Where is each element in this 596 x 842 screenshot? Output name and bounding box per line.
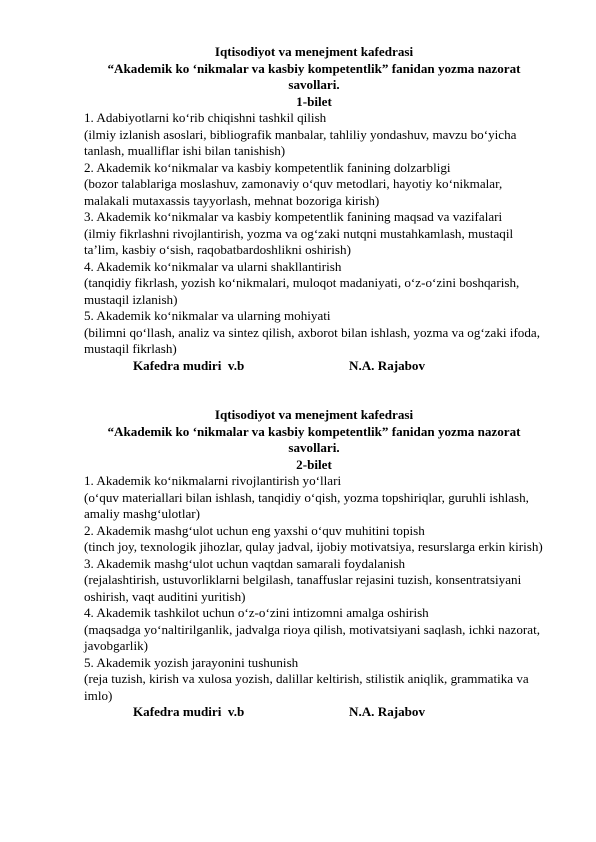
question-item [84,523,544,556]
ticket-label: 2-bilet [296,456,332,472]
question-item [84,308,544,358]
question-item [84,209,544,259]
question-hint: (tanqidiy fikrlash, yozish ko‘nikmalari, muloqot madaniyati, o‘z-o‘zini boshqarish, mustaqil izlanish) [84,275,520,307]
question-text: 2. Akademik ko‘nikmalar va kasbiy kompetentlik fanining dolzarbligi [84,159,451,175]
question-item [84,160,544,210]
question-hint: (ilmiy izlanish asoslari, bibliografik manbalar, tahliliy yondashuv, mavzu bo‘yicha tanlash, mualliflar ishi bilan tanishish) [84,126,517,158]
document-page [84,44,544,721]
signature-role: Kafedra mudiri v.b [133,357,245,373]
question-item [84,259,544,309]
question-hint: (ilmiy fikrlashni rivojlantirish, yozma va og‘zaki nutqni mustahkamlash, mustaqil ta’lim, kasbiy o‘sish, raqobatbardoshlikni oshirish) [84,225,514,257]
department-heading: Iqtisodiyot va menejment kafedrasi [214,407,414,422]
exam-ticket-2 [84,407,544,721]
question-hint: (bozor talablariga moslashuv, zamonaviy o‘quv metodlari, hayotiy ko‘nikmalar, malakali mutaxassis tayyorlash, mehnat bozoriga kirish) [84,176,503,208]
question-hint: (maqsadga yo‘naltirilganlik, jadvalga rioya qilish, motivatsiyani saqlash, ichki nazorat, javobgarlik) [84,621,540,653]
question-item [84,473,544,523]
signature-line [84,704,544,721]
signature-role: Kafedra mudiri v.b [133,704,245,719]
signature-line [84,358,544,375]
question-item [84,110,544,160]
question-item [84,655,544,705]
course-title: “Akademik ko ‘nikmalar va kasbiy kompetentlik” fanidan yozma nazorat savollari. [107,60,521,92]
exam-ticket-1 [84,44,544,374]
course-title: “Akademik ko ‘nikmalar va kasbiy kompetentlik” fanidan yozma nazorat savollari. [107,423,521,455]
question-item [84,556,544,606]
question-text: 1. Akademik ko‘nikmalarni rivojlantirish yo‘llari [84,473,342,488]
question-hint: (rejalashtirish, ustuvorliklarni belgilash, tanaffuslar rejasini tuzish, konsentratsiyani oshirish, vaqt auditini yuritish) [84,572,522,604]
question-hint: (bilimni qo‘llash, analiz va sintez qilish, axborot bilan ishlash, yozma va og‘zaki ifoda, mustaqil fikrlash) [84,324,540,356]
question-text: 5. Akademik yozish jarayonini tushunish [84,654,299,670]
signature-name: N.A. Rajabov [349,704,426,719]
question-text: 1. Adabiyotlarni ko‘rib chiqishni tashkil qilish [84,110,327,125]
ticket-label: 1-bilet [296,93,332,109]
question-hint: (o‘quv materiallari bilan ishlash, tanqidiy o‘qish, yozma topshiriqlar, guruhli ishlash, amaliy mashg‘ulotlar) [84,489,529,521]
question-text: 3. Akademik mashg‘ulot uchun vaqtdan samarali foydalanish [84,555,406,571]
question-hint: (tinch joy, texnologik jihozlar, qulay jadval, ijobiy motivatsiya, resurslarga erkin kirish) [84,539,543,554]
question-text: 4. Akademik tashkilot uchun o‘z-o‘zini intizomni amalga oshirish [84,605,429,620]
question-text: 5. Akademik ko‘nikmalar va ularning mohiyati [84,308,331,323]
question-text: 3. Akademik ko‘nikmalar va kasbiy kompetentlik fanining maqsad va vazifalari [84,209,503,224]
department-heading: Iqtisodiyot va menejment kafedrasi [214,44,414,59]
question-hint: (reja tuzish, kirish va xulosa yozish, dalillar keltirish, stilistik aniqlik, grammatika va imlo) [84,671,529,703]
signature-name: N.A. Rajabov [349,357,426,373]
question-item [84,605,544,655]
question-text: 2. Akademik mashg‘ulot uchun eng yaxshi o‘quv muhitini topish [84,522,425,538]
question-text: 4. Akademik ko‘nikmalar va ularni shakllantirish [84,258,342,274]
